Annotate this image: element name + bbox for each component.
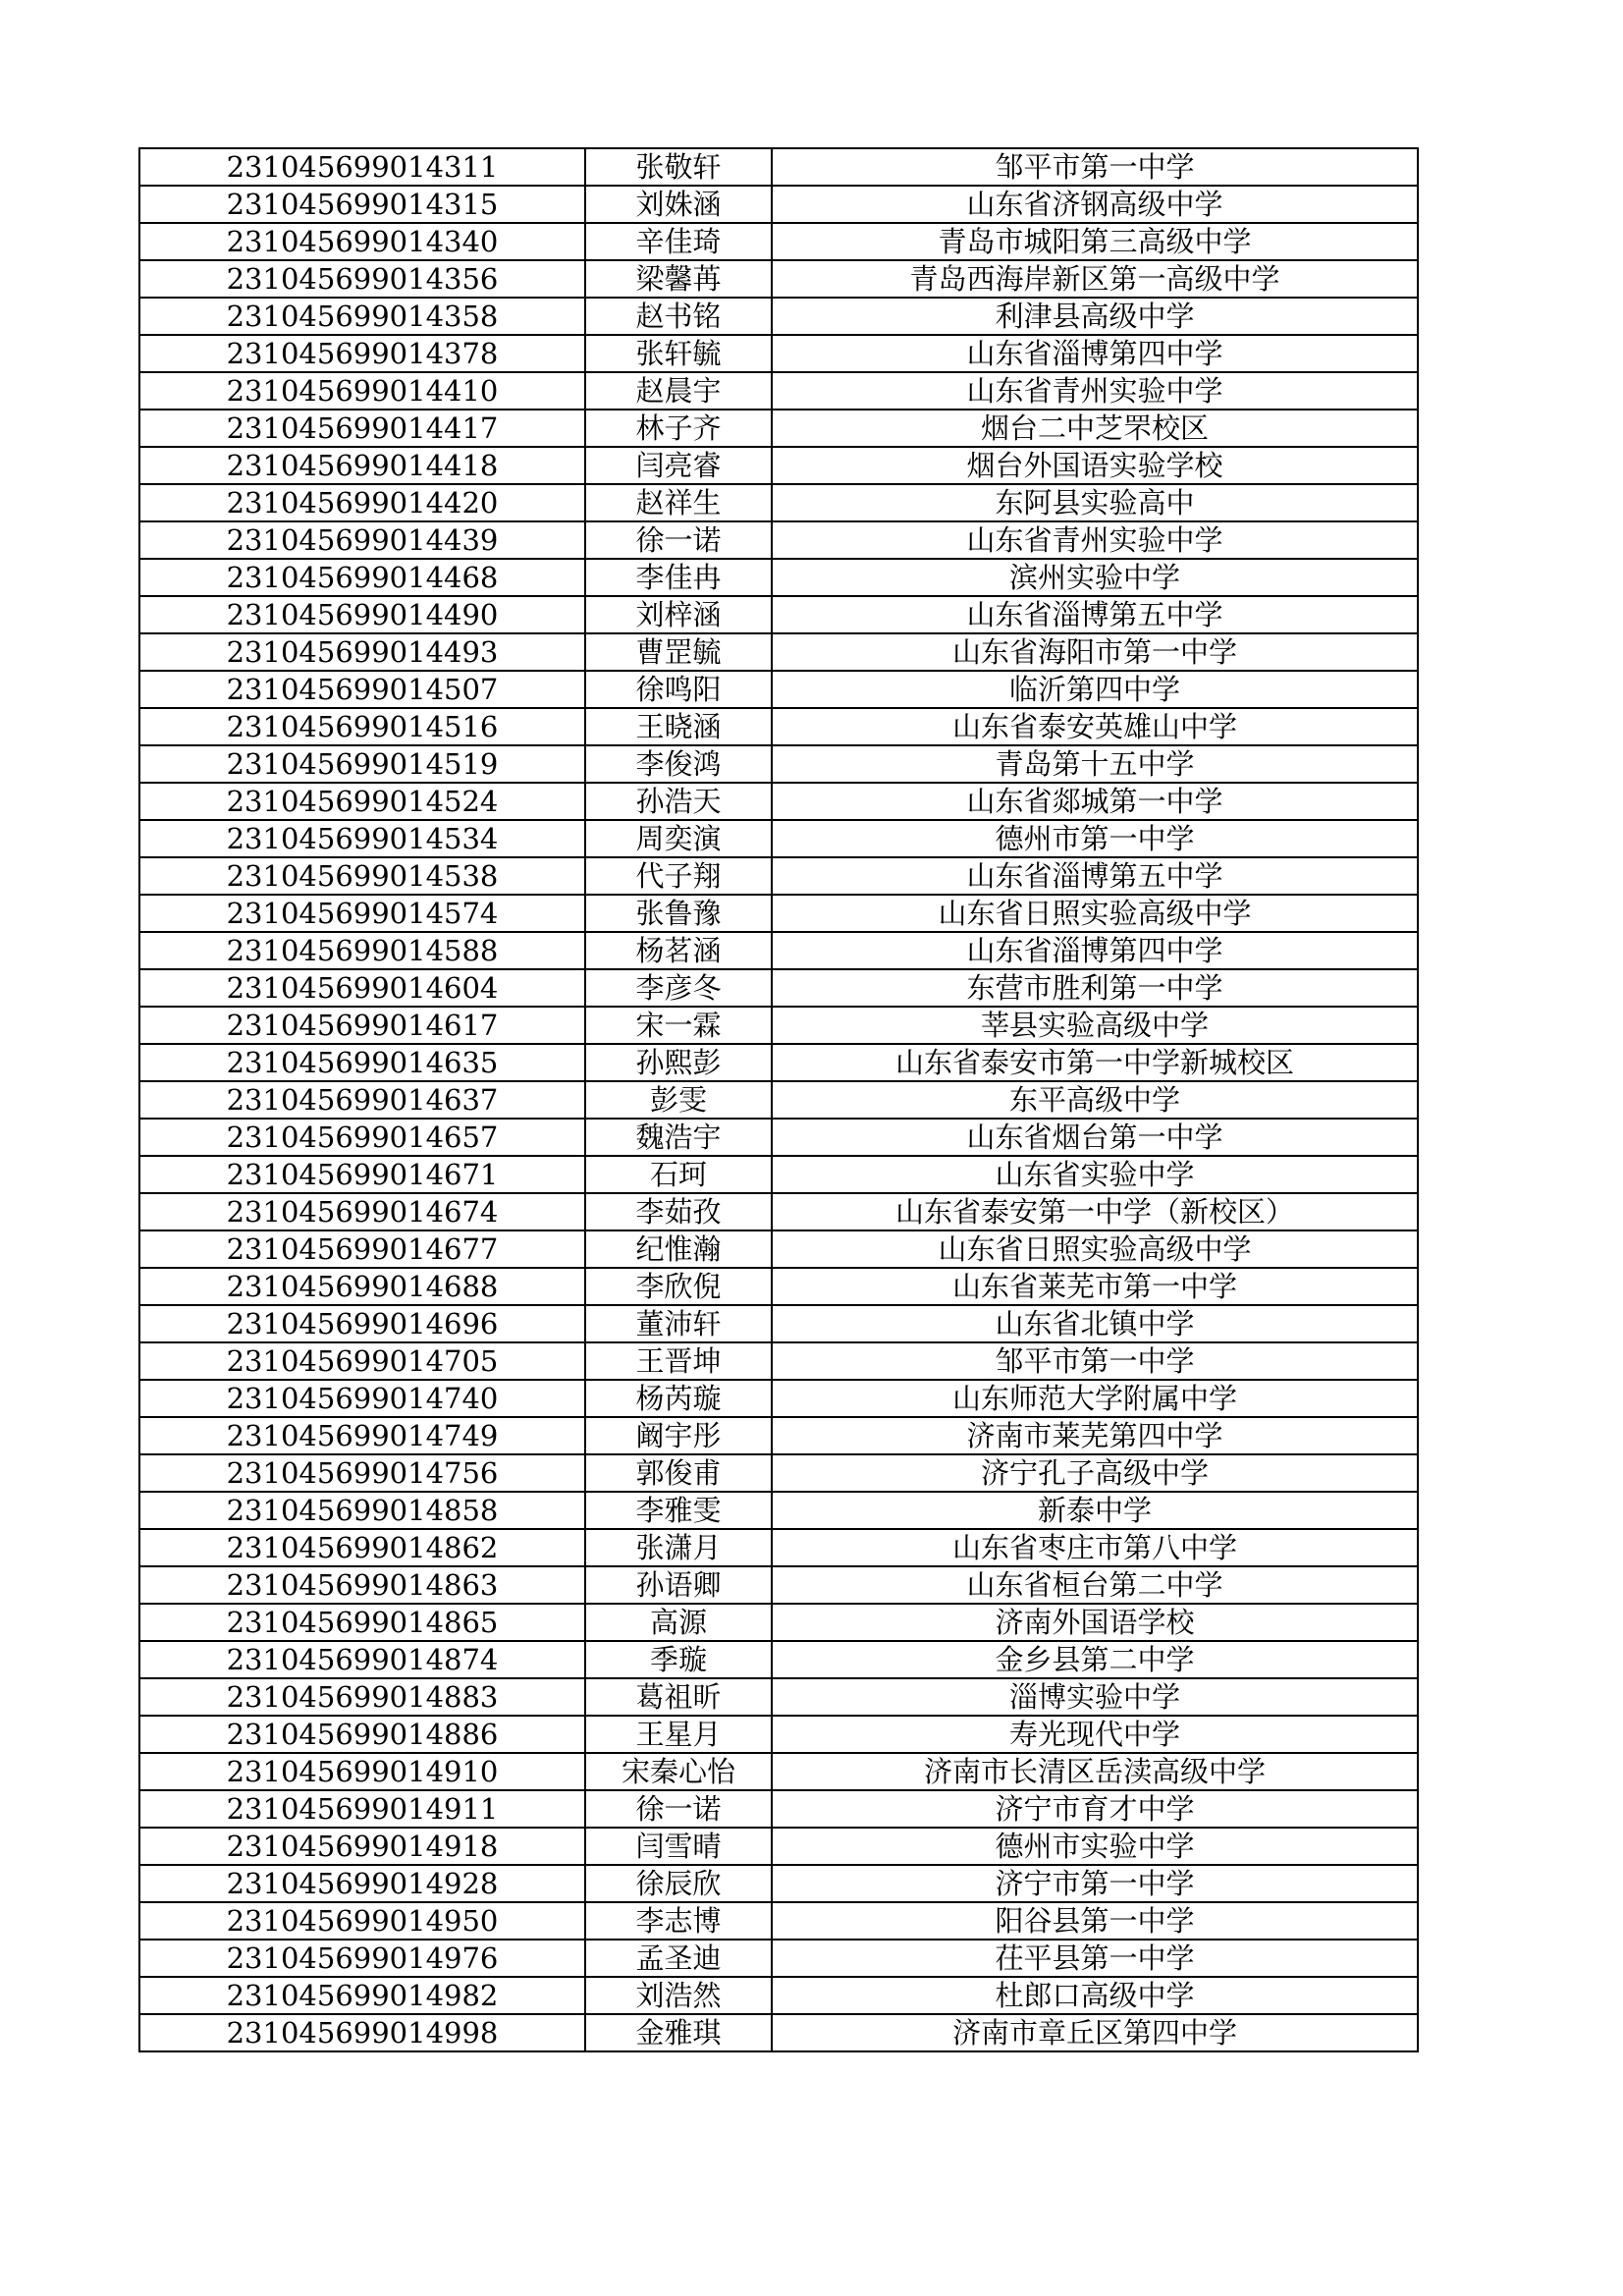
student-name-cell: 周奕演 [585,820,772,857]
candidate-id-cell: 231045699014493 [139,633,585,671]
school-name-cell: 山东省枣庄市第八中学 [772,1529,1418,1566]
candidate-id-cell: 231045699014468 [139,559,585,596]
student-name-cell: 董沛轩 [585,1305,772,1342]
student-name-cell: 张鲁豫 [585,895,772,932]
student-name-cell: 赵祥生 [585,484,772,521]
student-name-cell: 徐一诺 [585,1790,772,1828]
candidate-id-cell: 231045699014356 [139,260,585,298]
table-row [139,969,1418,1007]
student-name-cell: 王晓涵 [585,708,772,745]
table-row [139,1119,1418,1156]
table-row [139,1268,1418,1305]
candidate-id-cell: 231045699014516 [139,708,585,745]
student-name-cell: 金雅琪 [585,2014,772,2051]
school-name-cell: 山东省日照实验高级中学 [772,1230,1418,1268]
table-row [139,932,1418,969]
candidate-id-cell: 231045699014418 [139,447,585,484]
candidate-id-cell: 231045699014657 [139,1119,585,1156]
school-name-cell: 利津县高级中学 [772,298,1418,335]
table-row [139,1902,1418,1940]
student-name-cell: 石珂 [585,1156,772,1193]
table-row [139,260,1418,298]
student-name-cell: 王星月 [585,1716,772,1753]
table-row [139,671,1418,708]
table-row [139,1828,1418,1865]
candidate-id-cell: 231045699014340 [139,223,585,260]
school-name-cell: 邹平市第一中学 [772,1342,1418,1380]
table-row [139,148,1418,186]
school-name-cell: 山东省实验中学 [772,1156,1418,1193]
table-row [139,223,1418,260]
table-row [139,1380,1418,1417]
table-row [139,857,1418,895]
student-name-cell: 杨芮璇 [585,1380,772,1417]
student-name-cell: 梁馨苒 [585,260,772,298]
student-name-cell: 林子齐 [585,410,772,447]
school-name-cell: 淄博实验中学 [772,1678,1418,1716]
student-name-cell: 刘梓涵 [585,596,772,633]
table-row [139,708,1418,745]
table-row [139,783,1418,820]
table-row [139,1044,1418,1081]
table-row [139,633,1418,671]
school-name-cell: 山东省日照实验高级中学 [772,895,1418,932]
student-name-cell: 孟圣迪 [585,1940,772,1977]
school-name-cell: 滨州实验中学 [772,559,1418,596]
student-name-cell: 张轩毓 [585,335,772,372]
candidate-id-cell: 231045699014688 [139,1268,585,1305]
table-row [139,559,1418,596]
school-name-cell: 德州市第一中学 [772,820,1418,857]
school-name-cell: 新泰中学 [772,1492,1418,1529]
student-name-cell: 代子翔 [585,857,772,895]
table-row [139,745,1418,783]
school-name-cell: 东阿县实验高中 [772,484,1418,521]
table-row [139,596,1418,633]
candidate-id-cell: 231045699014311 [139,148,585,186]
table-row [139,372,1418,410]
candidate-id-cell: 231045699014574 [139,895,585,932]
candidate-id-cell: 231045699014998 [139,2014,585,2051]
school-name-cell: 寿光现代中学 [772,1716,1418,1753]
student-name-cell: 刘浩然 [585,1977,772,2014]
school-name-cell: 山东省郯城第一中学 [772,783,1418,820]
candidate-id-cell: 231045699014865 [139,1604,585,1641]
table-row [139,1305,1418,1342]
student-name-cell: 孙熙彭 [585,1044,772,1081]
school-name-cell: 济南市章丘区第四中学 [772,2014,1418,2051]
table-row [139,186,1418,223]
school-name-cell: 济宁市第一中学 [772,1865,1418,1902]
candidate-id-cell: 231045699014635 [139,1044,585,1081]
candidate-id-cell: 231045699014874 [139,1641,585,1678]
table-row [139,1193,1418,1230]
table-row [139,1940,1418,1977]
table-row [139,1641,1418,1678]
school-name-cell: 青岛市城阳第三高级中学 [772,223,1418,260]
student-name-cell: 魏浩宇 [585,1119,772,1156]
candidate-id-cell: 231045699014490 [139,596,585,633]
table-row [139,1716,1418,1753]
candidate-id-cell: 231045699014976 [139,1940,585,1977]
candidate-id-cell: 231045699014928 [139,1865,585,1902]
student-name-cell: 李雅雯 [585,1492,772,1529]
candidate-id-cell: 231045699014883 [139,1678,585,1716]
student-name-cell: 彭雯 [585,1081,772,1119]
table-row [139,1454,1418,1492]
student-name-cell: 曹罡毓 [585,633,772,671]
candidate-id-cell: 231045699014637 [139,1081,585,1119]
candidate-id-cell: 231045699014507 [139,671,585,708]
student-name-cell: 徐一诺 [585,521,772,559]
candidate-id-cell: 231045699014749 [139,1417,585,1454]
student-name-cell: 赵晨宇 [585,372,772,410]
school-name-cell: 山东省青州实验中学 [772,521,1418,559]
candidate-id-cell: 231045699014858 [139,1492,585,1529]
school-name-cell: 青岛西海岸新区第一高级中学 [772,260,1418,298]
table-row [139,1678,1418,1716]
table-row [139,1529,1418,1566]
table-row [139,1865,1418,1902]
school-name-cell: 烟台外国语实验学校 [772,447,1418,484]
candidate-id-cell: 231045699014671 [139,1156,585,1193]
student-name-cell: 葛祖昕 [585,1678,772,1716]
table-row [139,1417,1418,1454]
school-name-cell: 山东省淄博第四中学 [772,335,1418,372]
table-row [139,335,1418,372]
student-name-cell: 李志博 [585,1902,772,1940]
table-row [139,1604,1418,1641]
student-name-cell: 孙语卿 [585,1566,772,1604]
table-row [139,1566,1418,1604]
student-name-cell: 李佳冉 [585,559,772,596]
school-name-cell: 山东省北镇中学 [772,1305,1418,1342]
candidate-id-cell: 231045699014417 [139,410,585,447]
student-name-cell: 李欣倪 [585,1268,772,1305]
school-name-cell: 济南外国语学校 [772,1604,1418,1641]
school-name-cell: 山东师范大学附属中学 [772,1380,1418,1417]
roster-table-body [139,148,1418,2051]
student-name-cell: 刘姝涵 [585,186,772,223]
student-name-cell: 宋秦心怡 [585,1753,772,1790]
school-name-cell: 青岛第十五中学 [772,745,1418,783]
student-name-cell: 宋一霖 [585,1007,772,1044]
table-row [139,1342,1418,1380]
table-row [139,1977,1418,2014]
candidate-id-cell: 231045699014604 [139,969,585,1007]
candidate-id-cell: 231045699014588 [139,932,585,969]
table-row [139,1081,1418,1119]
candidate-id-cell: 231045699014918 [139,1828,585,1865]
table-row [139,1230,1418,1268]
table-row [139,2014,1418,2051]
student-name-cell: 杨茗涵 [585,932,772,969]
school-name-cell: 杜郎口高级中学 [772,1977,1418,2014]
school-name-cell: 济南市长清区岳渎高级中学 [772,1753,1418,1790]
school-name-cell: 山东省泰安市第一中学新城校区 [772,1044,1418,1081]
school-name-cell: 德州市实验中学 [772,1828,1418,1865]
school-name-cell: 阳谷县第一中学 [772,1902,1418,1940]
school-name-cell: 济宁孔子高级中学 [772,1454,1418,1492]
student-name-cell: 阚宇彤 [585,1417,772,1454]
candidate-id-cell: 231045699014519 [139,745,585,783]
school-name-cell: 山东省烟台第一中学 [772,1119,1418,1156]
school-name-cell: 山东省淄博第四中学 [772,932,1418,969]
school-name-cell: 临沂第四中学 [772,671,1418,708]
school-name-cell: 山东省济钢高级中学 [772,186,1418,223]
candidate-id-cell: 231045699014677 [139,1230,585,1268]
student-name-cell: 李俊鸿 [585,745,772,783]
candidate-id-cell: 231045699014756 [139,1454,585,1492]
candidate-id-cell: 231045699014740 [139,1380,585,1417]
candidate-id-cell: 231045699014862 [139,1529,585,1566]
candidate-id-cell: 231045699014982 [139,1977,585,2014]
school-name-cell: 茌平县第一中学 [772,1940,1418,1977]
candidate-id-cell: 231045699014524 [139,783,585,820]
table-row [139,521,1418,559]
table-row [139,447,1418,484]
candidate-id-cell: 231045699014538 [139,857,585,895]
student-name-cell: 辛佳琦 [585,223,772,260]
school-name-cell: 邹平市第一中学 [772,148,1418,186]
candidate-id-cell: 231045699014358 [139,298,585,335]
school-name-cell: 东平高级中学 [772,1081,1418,1119]
candidate-id-cell: 231045699014950 [139,1902,585,1940]
school-name-cell: 山东省淄博第五中学 [772,857,1418,895]
roster-table [138,147,1419,2052]
table-row [139,1007,1418,1044]
school-name-cell: 烟台二中芝罘校区 [772,410,1418,447]
school-name-cell: 济宁市育才中学 [772,1790,1418,1828]
table-row [139,1753,1418,1790]
student-name-cell: 李茹孜 [585,1193,772,1230]
candidate-id-cell: 231045699014911 [139,1790,585,1828]
student-name-cell: 张敬轩 [585,148,772,186]
school-name-cell: 山东省青州实验中学 [772,372,1418,410]
table-row [139,484,1418,521]
student-name-cell: 李彦冬 [585,969,772,1007]
candidate-id-cell: 231045699014696 [139,1305,585,1342]
candidate-id-cell: 231045699014315 [139,186,585,223]
candidate-id-cell: 231045699014420 [139,484,585,521]
table-row [139,1492,1418,1529]
candidate-id-cell: 231045699014705 [139,1342,585,1380]
school-name-cell: 山东省海阳市第一中学 [772,633,1418,671]
table-row [139,1790,1418,1828]
candidate-id-cell: 231045699014378 [139,335,585,372]
table-row [139,410,1418,447]
student-name-cell: 王晋坤 [585,1342,772,1380]
school-name-cell: 山东省淄博第五中学 [772,596,1418,633]
student-name-cell: 闫雪晴 [585,1828,772,1865]
student-name-cell: 张潇月 [585,1529,772,1566]
school-name-cell: 济南市莱芜第四中学 [772,1417,1418,1454]
student-name-cell: 徐辰欣 [585,1865,772,1902]
school-name-cell: 山东省莱芜市第一中学 [772,1268,1418,1305]
school-name-cell: 金乡县第二中学 [772,1641,1418,1678]
table-row [139,298,1418,335]
student-name-cell: 郭俊甫 [585,1454,772,1492]
candidate-id-cell: 231045699014863 [139,1566,585,1604]
student-name-cell: 赵书铭 [585,298,772,335]
candidate-id-cell: 231045699014534 [139,820,585,857]
candidate-id-cell: 231045699014439 [139,521,585,559]
school-name-cell: 莘县实验高级中学 [772,1007,1418,1044]
school-name-cell: 山东省泰安英雄山中学 [772,708,1418,745]
student-name-cell: 季璇 [585,1641,772,1678]
student-name-cell: 孙浩天 [585,783,772,820]
student-name-cell: 纪惟瀚 [585,1230,772,1268]
student-name-cell: 高源 [585,1604,772,1641]
school-name-cell: 山东省桓台第二中学 [772,1566,1418,1604]
table-row [139,820,1418,857]
table-row [139,895,1418,932]
school-name-cell: 山东省泰安第一中学（新校区） [772,1193,1418,1230]
student-name-cell: 闫亮睿 [585,447,772,484]
student-name-cell: 徐鸣阳 [585,671,772,708]
candidate-id-cell: 231045699014617 [139,1007,585,1044]
school-name-cell: 东营市胜利第一中学 [772,969,1418,1007]
candidate-id-cell: 231045699014910 [139,1753,585,1790]
table-row [139,1156,1418,1193]
candidate-id-cell: 231045699014886 [139,1716,585,1753]
candidate-id-cell: 231045699014410 [139,372,585,410]
candidate-id-cell: 231045699014674 [139,1193,585,1230]
